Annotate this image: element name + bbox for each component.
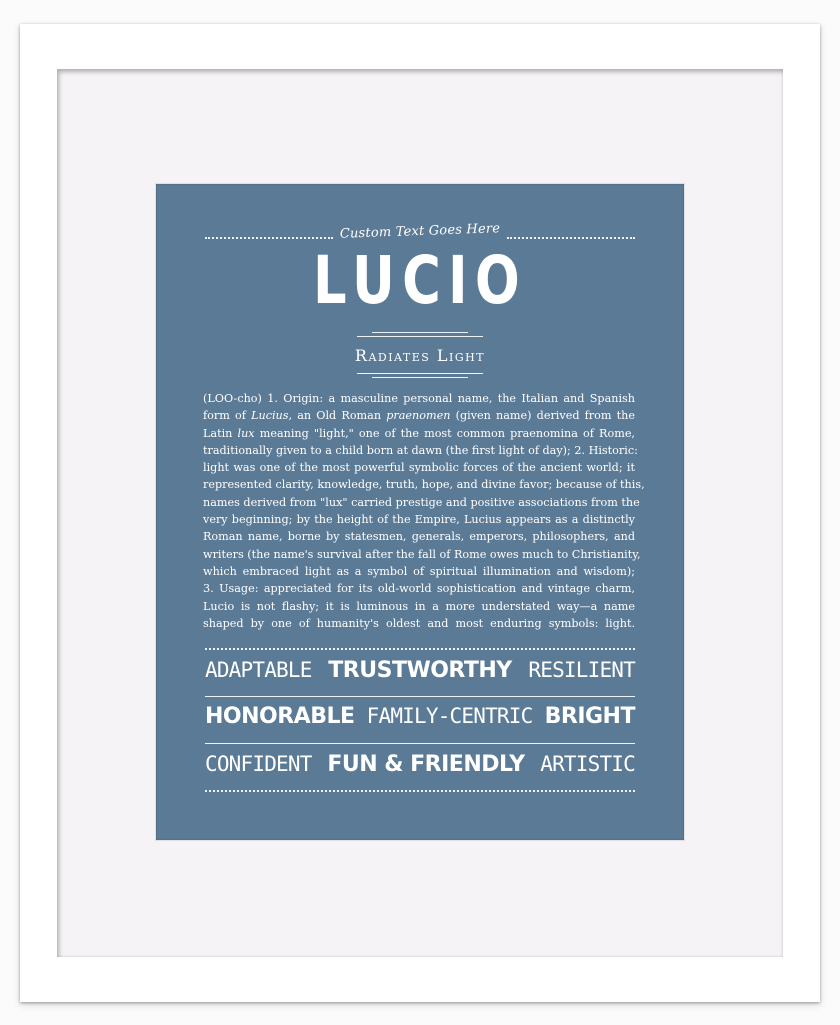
description-line [203,494,640,511]
rule-below-meaning-2 [372,377,468,378]
description-text: light was one of the most powerful symbolic forces of the ancient world; it [203,461,635,475]
trait-row-1 [205,658,635,692]
description-text: form of [203,409,252,423]
name-description [203,390,645,632]
name-print [156,184,684,840]
description-line [203,459,635,476]
rule-above-meaning-1 [372,332,468,333]
description-text: names derived from "lux" carried prestige and positive associations from the [203,495,640,509]
description-line [203,546,641,563]
description-line [203,563,635,580]
dotted-divider-right [507,237,635,239]
description-text: 3. Usage: appreciated for its old-world sophistication and vintage charm, [203,582,635,596]
description-text: writers (the name's survival after the fall of Rome owes much to Christianity, [203,547,641,561]
rule-below-meaning-1 [357,373,483,374]
trait-resilient: RESILIENT [528,658,635,682]
trait-fun-friendly: FUN & FRIENDLY [327,752,525,777]
description-line [203,425,635,442]
description-italic-text: lux [237,426,255,440]
trait-adaptable: ADAPTABLE [205,658,312,682]
description-text: represented clarity, knowledge, truth, hope, and divine favor; because of this, [203,478,645,492]
description-line [203,511,635,528]
picture-frame [20,24,820,1002]
description-text: Lucio is not flashy; it is luminous in a more understated way—a name [203,599,635,613]
description-text: Roman name, borne by statesmen, generals, emperors, philosophers, and [203,530,635,544]
description-line [203,407,635,424]
rule-above-meaning-2 [357,336,483,337]
description-italic-text: praenomen [386,409,451,423]
name-meaning: Radiates Light [354,346,486,365]
description-italic-text: Lucius [251,409,289,423]
trait-trustworthy: TRUSTWORTHY [328,658,512,683]
description-text: very beginning; by the height of the Empire, Lucius appears as a distinctly [203,513,635,527]
description-text: meaning "light," one of the most common praenomina of Rome, [254,426,635,440]
description-text: (given name) derived from the [450,409,636,423]
name-title: LUCIO [313,242,527,319]
description-text: (LOO-cho) 1. Origin: a masculine personal name, the Italian and Spanish [203,392,635,405]
description-line [203,615,635,632]
trait-row-2 [205,704,635,738]
description-line [203,476,645,493]
description-line [203,528,635,545]
mat-board [57,69,783,957]
dotted-divider-traits-bottom [205,790,635,792]
custom-text: Custom Text Goes Here [339,221,501,242]
description-line [203,442,638,459]
description-text: which embraced light as a symbol of spiritual illumination and wisdom); [203,564,635,578]
trait-artistic: ARTISTIC [540,752,635,776]
description-text: Latin [203,426,238,440]
description-line [203,390,635,407]
trait-bright: BRIGHT [544,704,635,729]
description-text: traditionally given to a child born at dawn (the first light of day); 2. Historic: [203,443,638,457]
description-text: , an Old Roman [288,409,387,423]
trait-honorable: HONORABLE [205,704,355,729]
trait-rule-2 [205,743,635,744]
trait-row-3 [205,752,635,786]
trait-rule-1 [205,696,635,697]
trait-confident: CONFIDENT [205,752,312,776]
dotted-divider-traits-top [205,648,635,650]
description-line [203,598,635,615]
description-text: shaped by one of humanity's oldest and most enduring symbols: light. [203,616,635,630]
description-line [203,580,635,597]
trait-family-centric: FAMILY-CENTRIC [366,704,533,728]
